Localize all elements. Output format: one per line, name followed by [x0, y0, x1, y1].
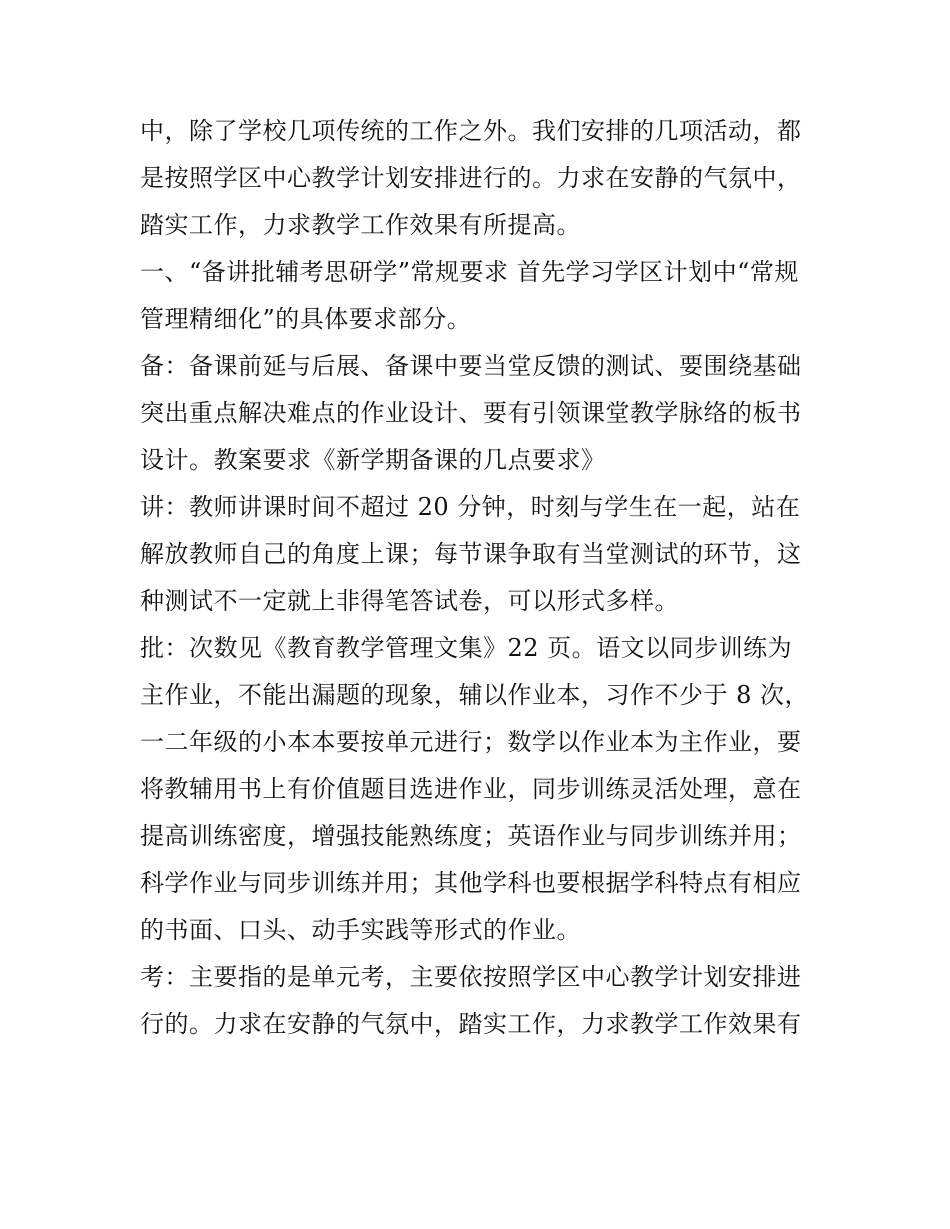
text-line: 中，除了学校几项传统的工作之外。我们安排的几项活动，都: [140, 117, 802, 145]
text-line: 主作业，不能出漏题的现象，辅以作业本，习作不少于 8 次，: [140, 681, 810, 709]
text-line: 种测试不一定就上非得笔答试卷，可以形式多样。: [140, 587, 679, 615]
text-line: 行的。力求在安静的气氛中，踏实工作，力求教学工作效果有: [140, 1010, 802, 1038]
text-line: 踏实工作，力求教学工作效果有所提高。: [140, 211, 581, 239]
text-line: 是按照学区中心教学计划安排进行的。力求在安静的气氛中，: [140, 164, 802, 192]
text-line: 考：主要指的是单元考，主要依按照学区中心教学计划安排进: [140, 963, 802, 991]
text-line: 一二年级的小本本要按单元进行；数学以作业本为主作业，要: [140, 728, 802, 756]
section-heading-line: 一、“备讲批辅考思研学”常规要求 首先学习学区计划中“常规: [140, 258, 799, 286]
document-body: [140, 108, 820, 1048]
text-line: 设计。教案要求《新学期备课的几点要求》: [140, 446, 606, 474]
text-line: 解放教师自己的角度上课；每节课争取有当堂测试的环节，这: [140, 540, 802, 568]
text-line: 提高训练密度，增强技能熟练度；英语作业与同步训练并用；: [140, 822, 802, 850]
text-line: 将教辅用书上有价值题目选进作业，同步训练灵活处理，意在: [140, 775, 802, 803]
text-line: 科学作业与同步训练并用；其他学科也要根据学科特点有相应: [140, 869, 802, 897]
text-line: 备：备课前延与后展、备课中要当堂反馈的测试、要围绕基础: [140, 352, 802, 380]
text-line: 突出重点解决难点的作业设计、要有引领课堂教学脉络的板书: [140, 399, 802, 427]
text-line: 批：次数见《教育教学管理文集》22 页。语文以同步训练为: [140, 634, 793, 662]
text-line: 讲：教师讲课时间不超过 20 分钟，时刻与学生在一起，站在: [140, 493, 801, 521]
text-line: 管理精细化”的具体要求部分。: [140, 305, 472, 333]
text-line: 的书面、口头、动手实践等形式的作业。: [140, 916, 581, 944]
